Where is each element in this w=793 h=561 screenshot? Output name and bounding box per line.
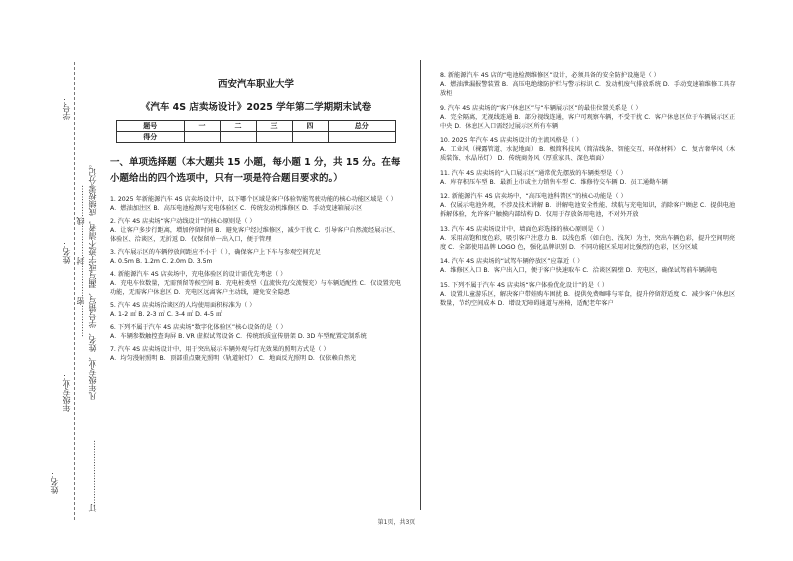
score-cell: [292, 132, 328, 143]
score-cell: [220, 132, 256, 143]
major-label: 年级专业：: [62, 372, 71, 412]
question-options: A．燃油加注区 B．高压电池检测与充电体验区 C．传统发动机维修区 D．手动变速箱展示区: [110, 205, 363, 212]
score-cell: 四: [292, 121, 328, 132]
question-text: 13. 汽车 4S 店卖场设计中，墙面色彩选择的核心原则是（ ）: [440, 225, 608, 233]
question: [440, 169, 740, 187]
question-options: A．设置儿童游乐区，解决客户带娃购车困扰 B．提供免费咖啡与零食，提升停留舒适度 C．减少客户休息区数量，节约空间成本 D．增设无障碍通道与座椅，适配老年客户: [440, 290, 736, 307]
student-id-label: 学号：: [62, 96, 71, 120]
column-divider: [420, 60, 421, 510]
question-options: A．车辆参数触控查询屏 B. VR 虚拟试驾设备 C．传统纸质宣传册架 D. 3D 车型配置定制系统: [110, 333, 367, 340]
bottom-name-label: 姓名：: [50, 470, 59, 494]
question: [440, 225, 740, 252]
question-options: A．维修区入口 B．客户出入口，便于客户快速取车 C．洽谈区隔壁 D．充电区，确保试驾前车辆满电: [440, 267, 718, 274]
question-options: A．充电车位数量，无需预留等候空间 B．充电桩类型（直流快充/交流慢充）与车辆适配性 C．仅设置充电功能，无需客户休息区 D．充电区远离客户主动线，避免安全隐患: [110, 280, 402, 296]
question: [440, 281, 740, 308]
question-text: 1. 2025 年新能源汽车 4S 店卖场设计中，以下哪个区域是客户体验智能驾驶功能的核心功能区域是（ ）: [110, 196, 397, 203]
question: [110, 323, 402, 341]
question-text: 4. 新能源汽车 4S 店卖场中，充电体验区的设计需优先考虑（ ）: [110, 271, 287, 278]
score-cell: 二: [220, 121, 256, 132]
question: [110, 270, 402, 297]
question-text: 5. 汽车 4S 店卖场洽谈区的人均使用面积标准为（ ）: [110, 302, 256, 309]
binding-warning: 凡年级专业、姓名、学号错写、漏写或字迹不清者，成绩按零分记。: [88, 160, 97, 400]
score-table: [116, 120, 396, 143]
section-one-title: 一、单项选择题（本大题共 15 小题，每小题 1 分，共 15 分。在每小题给出的四个选项中，只有一项是符合题目要求的。）: [110, 157, 401, 184]
question-text: 12. 新能源汽车 4S 店卖场中，“高压电池科普区”的核心功能是（ ）: [440, 193, 627, 200]
question: [110, 217, 402, 244]
question: [440, 136, 740, 163]
page-footer: 第1页，共3页: [377, 519, 416, 526]
question-options: A．仅展示电池外观，不涉及技术讲解 B．讲解电池安全性能、续航与充电知识，消除客户顾虑 C．提供电池拆解体验，允许客户触摸内部结构 D．仅用于存放备用电池，不对外开放: [440, 202, 736, 218]
question-text: 9. 汽车 4S 店卖场的“客户休息区”与“车辆展示区”的最佳位置关系是（ ）: [440, 104, 642, 112]
question-text: 2. 汽车 4S 店卖场“客户动线设计”的核心原则是（ ）: [110, 218, 256, 225]
score-cell: 一: [184, 121, 220, 132]
score-table-score-row: [117, 132, 396, 143]
question-options: A. 1-2 ㎡ B. 2-3 ㎡ C. 3-4 ㎡ D. 4-5 ㎡: [110, 311, 223, 318]
score-cell: [256, 132, 292, 143]
score-cell: 三: [256, 121, 292, 132]
score-cell: 题号: [117, 121, 185, 132]
score-cell: [184, 132, 220, 143]
question-options: A．工业风（裸露管道、水泥地面） B．极简科技风（简洁线条、智能交互、环保材料） C．复古奢华风（木质装饰、水晶吊灯） D．传统商务风（厚重家具、深色墙面）: [440, 146, 736, 162]
question-text: 8. 新能源汽车 4S 店的“电池检测维修区”设计，必须具备的安全防护设施是（ ）: [440, 72, 660, 79]
question-options: A．燃油泄漏报警装置 B．高压电绝缘防护栏与警示标识 C．发动机废气排放系统 D．手动变速箱维修工具存放柜: [440, 81, 736, 97]
question-text: 15. 下列不属于汽车 4S 店卖场“客户体验优化设计”的是（ ）: [440, 281, 609, 289]
question: [440, 192, 740, 219]
question: [440, 71, 740, 98]
question-text: 10. 2025 年汽车 4S 店卖场设计的主流风格是（ ）: [440, 137, 583, 144]
question-text: 11. 汽车 4S 店卖场的“入口展示区”通常优先摆放的车辆类型是（ ）: [440, 169, 627, 177]
name-label: 姓名：: [62, 240, 71, 264]
left-question-list: [110, 195, 402, 363]
question: [110, 248, 402, 266]
question-options: A．均匀漫射照明 B．顶部重点聚光照明（轨道射灯） C．地面反光照明 D．仅依赖自然光: [110, 355, 357, 362]
score-cell: 得分: [117, 132, 185, 143]
seal-label: …………密…………封…………线…………: [76, 185, 85, 337]
question: [440, 257, 740, 275]
question: [110, 301, 402, 319]
question: [440, 104, 740, 131]
question-options: A．让客户多步行距离，增加停留时间 B．避免客户经过维修区，减少干扰 C．引导客户自然流经展示区、体验区、洽谈区，无折返 D．仅保留单一出入口，便于管理: [110, 227, 399, 243]
score-table-header-row: [117, 121, 396, 132]
question-options: A. 0.5m B. 1.2m C. 2.0m D. 3.5m: [110, 258, 213, 265]
question-text: 6. 下列不属于汽车 4S 店卖场“数字化体验区”核心设备的是（ ）: [110, 324, 287, 331]
question-options: A．库存积压车型 B．最新上市或主力销售车型 C．维修待交车辆 D．员工通勤车辆: [440, 178, 668, 186]
question-text: 7. 汽车 4S 店卖场设计中，用于突出展示车辆外观与灯光效果的照明方式是（ ）: [110, 346, 330, 353]
score-cell: 总分: [328, 121, 396, 132]
question: [110, 195, 402, 213]
seal-dashed-line: [74, 62, 75, 520]
exam-title: 《汽车 4S 店卖场设计》2025 学年第二学期期末试卷: [140, 102, 372, 113]
left-column: [110, 76, 402, 367]
question: [110, 345, 402, 363]
score-cell: [328, 132, 396, 143]
question-options: A．采用高饱和度色彩，吸引客户注意力 B．以浅色系（如白色、浅灰）为主，突出车辆色彩，提升空间明亮度 C．全部使用品牌 LOGO 色，强化品牌识别 D．不同功能区采用对比强烈的色彩，区分区域: [440, 234, 736, 251]
bottom-seal-label: 订……………………: [88, 440, 97, 512]
right-column: [440, 71, 740, 313]
question-options: A．完全隔离，无视线连通 B．部分视线连通，客户可观察车辆，不受干扰 C．客户休息区位于车辆展示区正中央 D．休息区入口需经过展示区所有车辆: [440, 113, 736, 130]
question-text: 3. 汽车展示区的车辆停放间距应不小于（ ），确保客户上下车与参观空间充足: [110, 249, 321, 256]
question-text: 14. 汽车 4S 店卖场的“试驾车辆停放区”应靠近（ ）: [440, 258, 584, 265]
school-name: 西安汽车职业大学: [217, 79, 294, 90]
